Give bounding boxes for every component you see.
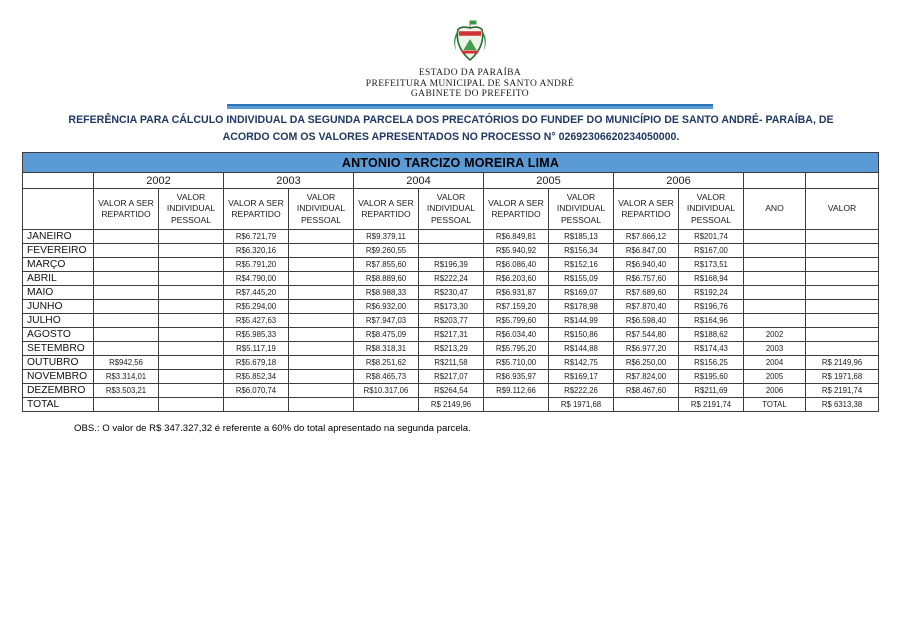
value-cell: R$6.034,40: [484, 328, 549, 342]
value-cell: R$6.849,81: [484, 230, 549, 244]
value-cell: [159, 356, 224, 370]
value-cell: [159, 230, 224, 244]
value-cell: [94, 328, 159, 342]
value-cell: [289, 258, 354, 272]
individual-column-header: VALOR INDIVIDUAL PESSOAL: [549, 189, 614, 230]
value-cell: [614, 398, 679, 412]
individual-column-header: VALOR INDIVIDUAL PESSOAL: [159, 189, 224, 230]
value-cell: [354, 398, 419, 412]
value-cell: R$ 2149,96: [806, 356, 879, 370]
value-cell: [289, 342, 354, 356]
month-cell: JUNHO: [23, 300, 94, 314]
value-cell: R$5.117,19: [224, 342, 289, 356]
value-cell: [159, 384, 224, 398]
repartido-column-header: VALOR A SER REPARTIDO: [224, 189, 289, 230]
value-cell: R$7.544,80: [614, 328, 679, 342]
month-cell: JANEIRO: [23, 230, 94, 244]
value-cell: R$169,17: [549, 370, 614, 384]
year-header: 2006: [614, 173, 744, 189]
value-cell: R$5.710,00: [484, 356, 549, 370]
value-cell: [744, 230, 806, 244]
value-cell: R$217,07: [419, 370, 484, 384]
value-cell: R$5.294,00: [224, 300, 289, 314]
month-cell: TOTAL: [23, 398, 94, 412]
value-cell: R$7.666,12: [614, 230, 679, 244]
value-cell: R$196,76: [679, 300, 744, 314]
value-cell: [159, 300, 224, 314]
value-cell: R$6.070,74: [224, 384, 289, 398]
year-header: 2003: [224, 173, 354, 189]
value-cell: R$6.598,40: [614, 314, 679, 328]
value-cell: R$5.795,20: [484, 342, 549, 356]
value-cell: R$7.824,00: [614, 370, 679, 384]
individual-column-header: VALOR INDIVIDUAL PESSOAL: [289, 189, 354, 230]
value-cell: R$5.852,34: [224, 370, 289, 384]
value-cell: R$8.465,73: [354, 370, 419, 384]
value-cell: R$195,60: [679, 370, 744, 384]
value-cell: [806, 244, 879, 258]
precatorio-table: [22, 152, 879, 412]
value-cell: R$6.320,16: [224, 244, 289, 258]
value-cell: R$9.260,55: [354, 244, 419, 258]
value-cell: [94, 286, 159, 300]
value-cell: R$6.847,00: [614, 244, 679, 258]
person-name-row: [23, 153, 879, 173]
value-cell: R$5.799,60: [484, 314, 549, 328]
value-cell: R$168,94: [679, 272, 744, 286]
month-cell: FEVEREIRO: [23, 244, 94, 258]
value-cell: [419, 244, 484, 258]
value-cell: R$8.318,31: [354, 342, 419, 356]
org-municipality-line: PREFEITURA MUNICIPAL DE SANTO ANDRÉ: [365, 78, 575, 89]
table-row: [23, 370, 879, 384]
year-header-row: [23, 173, 879, 189]
month-cell: JULHO: [23, 314, 94, 328]
value-cell: [289, 328, 354, 342]
value-cell: [94, 342, 159, 356]
value-cell: [806, 272, 879, 286]
value-cell: 2004: [744, 356, 806, 370]
value-cell: R$203,77: [419, 314, 484, 328]
value-cell: [94, 230, 159, 244]
value-cell: R$5.679,18: [224, 356, 289, 370]
value-cell: [419, 230, 484, 244]
value-cell: [289, 286, 354, 300]
value-cell: R$5.427,63: [224, 314, 289, 328]
value-cell: [159, 342, 224, 356]
year-header: 2002: [94, 173, 224, 189]
value-cell: R$264,54: [419, 384, 484, 398]
value-cell: [484, 398, 549, 412]
value-cell: R$8.467,60: [614, 384, 679, 398]
value-cell: R$6.721,79: [224, 230, 289, 244]
value-cell: R$192,24: [679, 286, 744, 300]
ano-year-spacer: [744, 173, 806, 189]
value-cell: [159, 272, 224, 286]
individual-column-header: VALOR INDIVIDUAL PESSOAL: [679, 189, 744, 230]
repartido-column-header: VALOR A SER REPARTIDO: [94, 189, 159, 230]
value-cell: R$6.977,20: [614, 342, 679, 356]
month-cell: NOVEMBRO: [23, 370, 94, 384]
individual-column-header: VALOR INDIVIDUAL PESSOAL: [419, 189, 484, 230]
org-state-line: ESTADO DA PARAÍBA: [418, 68, 522, 78]
value-cell: R$5.940,92: [484, 244, 549, 258]
value-cell: [806, 314, 879, 328]
value-cell: R$155,09: [549, 272, 614, 286]
value-cell: R$222,26: [549, 384, 614, 398]
month-column-header: [23, 189, 94, 230]
valor-column-header: VALOR: [806, 189, 879, 230]
ano-column-header: ANO: [744, 189, 806, 230]
value-cell: [289, 314, 354, 328]
value-cell: R$167,00: [679, 244, 744, 258]
repartido-column-header: VALOR A SER REPARTIDO: [614, 189, 679, 230]
value-cell: R$6.757,60: [614, 272, 679, 286]
table-row: [23, 398, 879, 412]
value-cell: R$8.988,33: [354, 286, 419, 300]
value-cell: R$ 1971,68: [549, 398, 614, 412]
value-cell: R$6.932,00: [354, 300, 419, 314]
value-cell: R$942,56: [94, 356, 159, 370]
value-cell: R$156,34: [549, 244, 614, 258]
value-cell: [159, 244, 224, 258]
month-cell: OUTUBRO: [23, 356, 94, 370]
year-header: 2005: [484, 173, 614, 189]
value-cell: [744, 258, 806, 272]
value-cell: R$7.855,60: [354, 258, 419, 272]
table-row: [23, 384, 879, 398]
month-cell: ABRIL: [23, 272, 94, 286]
value-cell: R$7.159,20: [484, 300, 549, 314]
value-cell: R$150,86: [549, 328, 614, 342]
value-cell: [159, 398, 224, 412]
value-cell: R$ 1971,68: [806, 370, 879, 384]
value-cell: R$8.475,09: [354, 328, 419, 342]
header-divider: [227, 104, 713, 109]
value-cell: R$144,99: [549, 314, 614, 328]
table-row: [23, 244, 879, 258]
value-cell: [94, 300, 159, 314]
table-row: [23, 230, 879, 244]
month-cell: SETEMBRO: [23, 342, 94, 356]
value-cell: R$5.985,33: [224, 328, 289, 342]
value-cell: R$173,51: [679, 258, 744, 272]
value-cell: 2002: [744, 328, 806, 342]
value-cell: [94, 272, 159, 286]
value-cell: R$4.790,00: [224, 272, 289, 286]
repartido-column-header: VALOR A SER REPARTIDO: [484, 189, 549, 230]
person-name: ANTONIO TARCIZO MOREIRA LIMA: [23, 153, 879, 173]
value-cell: [289, 272, 354, 286]
value-cell: R$6.931,87: [484, 286, 549, 300]
month-cell: AGOSTO: [23, 328, 94, 342]
letterhead: [40, 20, 900, 109]
month-cell: DEZEMBRO: [23, 384, 94, 398]
value-cell: R$217,31: [419, 328, 484, 342]
value-cell: R$6.086,40: [484, 258, 549, 272]
value-cell: R$9.112,66: [484, 384, 549, 398]
value-cell: [94, 258, 159, 272]
value-cell: R$9.379,11: [354, 230, 419, 244]
value-cell: [744, 244, 806, 258]
month-cell: MARÇO: [23, 258, 94, 272]
repartido-column-header: VALOR A SER REPARTIDO: [354, 189, 419, 230]
value-cell: R$230,47: [419, 286, 484, 300]
value-cell: R$6.935,97: [484, 370, 549, 384]
value-cell: R$164,96: [679, 314, 744, 328]
value-cell: R$7.689,60: [614, 286, 679, 300]
value-cell: [806, 230, 879, 244]
observation-note: OBS.: O valor de R$ 347.327,32 é referente a 60% do total apresentado na segunda parcela.: [74, 423, 471, 434]
value-cell: R$156,25: [679, 356, 744, 370]
table-row: [23, 272, 879, 286]
value-cell: R$213,29: [419, 342, 484, 356]
column-header-row: [23, 189, 879, 230]
month-column-spacer: [23, 173, 94, 189]
value-cell: [94, 314, 159, 328]
value-cell: [159, 286, 224, 300]
table-row: [23, 328, 879, 342]
document-title: REFERÊNCIA PARA CÁLCULO INDIVIDUAL DA SEGUNDA PARCELA DOS PRECATÓRIOS DO FUNDEF DO MUNICÍPIO DE SANTO ANDRÉ- PARAÍBA, DE ACORDO COM OS VALORES APRESENTADOS NO PROCESSO N° 02692306620234050000.: [68, 114, 834, 144]
value-cell: R$3.314,01: [94, 370, 159, 384]
value-cell: 2003: [744, 342, 806, 356]
value-cell: R$211,69: [679, 384, 744, 398]
table-row: [23, 300, 879, 314]
value-cell: R$ 2191,74: [806, 384, 879, 398]
value-cell: R$6.250,00: [614, 356, 679, 370]
value-cell: R$7.870,40: [614, 300, 679, 314]
value-cell: [289, 398, 354, 412]
value-cell: R$8.251,62: [354, 356, 419, 370]
value-cell: [744, 314, 806, 328]
table-row: [23, 286, 879, 300]
value-cell: [744, 272, 806, 286]
value-cell: R$3.503,21: [94, 384, 159, 398]
municipal-coat-of-arms-icon: [453, 20, 487, 66]
value-cell: [159, 328, 224, 342]
value-cell: R$ 2149,96: [419, 398, 484, 412]
value-cell: [94, 244, 159, 258]
value-cell: [159, 258, 224, 272]
value-cell: [806, 328, 879, 342]
value-cell: R$7.445,20: [224, 286, 289, 300]
value-cell: [224, 398, 289, 412]
value-cell: R$211,58: [419, 356, 484, 370]
table-body: [23, 230, 879, 412]
value-cell: R$185,13: [549, 230, 614, 244]
valor-year-spacer: [806, 173, 879, 189]
value-cell: [289, 370, 354, 384]
value-cell: R$ 2191,74: [679, 398, 744, 412]
table-row: [23, 342, 879, 356]
org-office-line: GABINETE DO PREFEITO: [410, 89, 530, 100]
value-cell: [289, 356, 354, 370]
value-cell: R$196,39: [419, 258, 484, 272]
value-cell: [806, 300, 879, 314]
value-cell: R$178,98: [549, 300, 614, 314]
value-cell: R$144,88: [549, 342, 614, 356]
value-cell: TOTAL: [744, 398, 806, 412]
value-cell: [744, 300, 806, 314]
value-cell: [159, 370, 224, 384]
value-cell: R$222,24: [419, 272, 484, 286]
value-cell: [289, 384, 354, 398]
value-cell: [289, 300, 354, 314]
month-cell: MAIO: [23, 286, 94, 300]
value-cell: [289, 230, 354, 244]
value-cell: R$5.791,20: [224, 258, 289, 272]
value-cell: R$201,74: [679, 230, 744, 244]
value-cell: R$8.889,60: [354, 272, 419, 286]
value-cell: [806, 286, 879, 300]
value-cell: R$7.947,03: [354, 314, 419, 328]
value-cell: [289, 244, 354, 258]
value-cell: R$ 6313,38: [806, 398, 879, 412]
value-cell: [159, 314, 224, 328]
value-cell: R$169,07: [549, 286, 614, 300]
table-row: [23, 356, 879, 370]
value-cell: [744, 286, 806, 300]
table-row: [23, 314, 879, 328]
value-cell: R$152,16: [549, 258, 614, 272]
value-cell: R$6.940,40: [614, 258, 679, 272]
year-header: 2004: [354, 173, 484, 189]
value-cell: R$6.203,60: [484, 272, 549, 286]
value-cell: R$188,62: [679, 328, 744, 342]
value-cell: R$10.317,06: [354, 384, 419, 398]
value-cell: 2006: [744, 384, 806, 398]
value-cell: [806, 258, 879, 272]
value-cell: R$174,43: [679, 342, 744, 356]
value-cell: [94, 398, 159, 412]
value-cell: R$142,75: [549, 356, 614, 370]
value-cell: R$173,30: [419, 300, 484, 314]
value-cell: 2005: [744, 370, 806, 384]
table-row: [23, 258, 879, 272]
value-cell: [806, 342, 879, 356]
